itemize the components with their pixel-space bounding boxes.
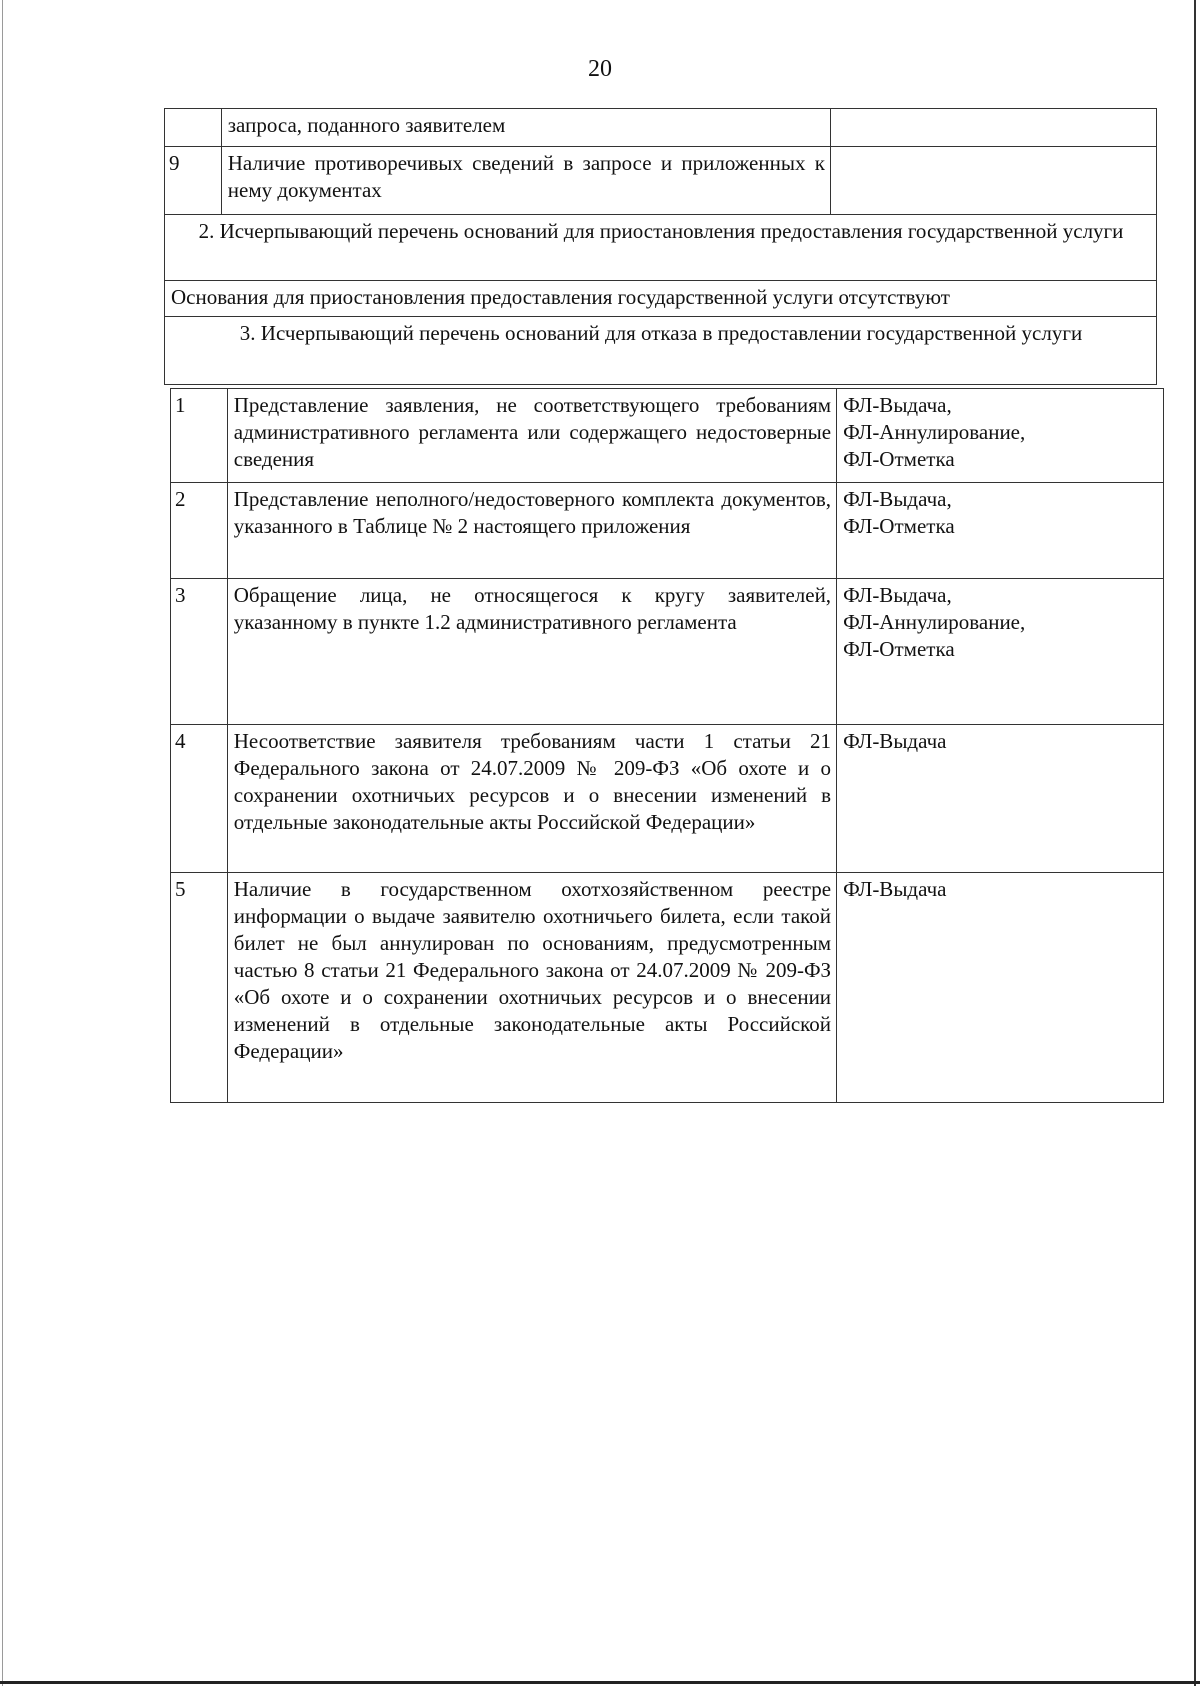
row-number: 3 — [171, 579, 228, 725]
code-item: ФЛ-Выдача — [843, 877, 947, 901]
code-item: ФЛ-Выдача, — [843, 487, 952, 511]
page-right-edge — [1194, 0, 1196, 1686]
code-item: ФЛ-Отметка — [843, 637, 955, 661]
row-number — [165, 109, 222, 147]
row-codes — [837, 579, 1164, 725]
page-bottom-edge — [0, 1681, 1200, 1684]
section-heading-row — [165, 317, 1157, 385]
code-item: ФЛ-Выдача, — [843, 583, 952, 607]
code-item: ФЛ-Выдача, — [843, 393, 952, 417]
row-number: 2 — [171, 483, 228, 579]
row-codes — [830, 109, 1156, 147]
row-description: Представление заявления, не соответствующего требованиям административного регламента или содержащего недостоверные сведения — [227, 389, 836, 483]
row-description: Представление неполного/недостоверного комплекта документов, указанного в Таблице № 2 настоящего приложения — [227, 483, 836, 579]
row-codes — [837, 725, 1164, 873]
row-codes — [837, 483, 1164, 579]
grounds-table-top — [164, 108, 1157, 385]
section-2-heading: 2. Исчерпывающий перечень оснований для приостановления предоставления государственной услуги — [165, 215, 1157, 281]
grounds-table-refusal — [170, 388, 1164, 1103]
row-codes — [837, 389, 1164, 483]
row-description: Несоответствие заявителя требованиям части 1 статьи 21 Федерального закона от 24.07.2009 № 209-ФЗ «Об охоте и о сохранении охотничьих ресурсов и о внесении изменений в отдельные законодательные акты Российской Федерации» — [227, 725, 836, 873]
code-item: ФЛ-Выдача — [843, 729, 947, 753]
table-row — [171, 579, 1164, 725]
page-number: 20 — [588, 56, 612, 82]
table-row — [171, 389, 1164, 483]
row-description: Наличие противоречивых сведений в запросе и приложенных к нему документах — [221, 147, 830, 215]
code-item: ФЛ-Отметка — [843, 514, 955, 538]
row-description: Обращение лица, не относящегося к кругу заявителей, указанному в пункте 1.2 административного регламента — [227, 579, 836, 725]
table-row — [171, 725, 1164, 873]
code-item: ФЛ-Аннулирование, — [843, 610, 1026, 634]
page-left-edge — [2, 0, 3, 1686]
table-row — [171, 873, 1164, 1103]
section-note-row — [165, 281, 1157, 317]
code-item: ФЛ-Отметка — [843, 447, 955, 471]
table-row — [171, 483, 1164, 579]
table-row — [165, 109, 1157, 147]
row-description: запроса, поданного заявителем — [221, 109, 830, 147]
row-number: 5 — [171, 873, 228, 1103]
row-codes — [830, 147, 1156, 215]
row-number: 9 — [165, 147, 222, 215]
section-3-heading: 3. Исчерпывающий перечень оснований для отказа в предоставлении государственной услуги — [165, 317, 1157, 385]
section-2-note: Основания для приостановления предоставления государственной услуги отсутствуют — [165, 281, 1157, 317]
row-number: 4 — [171, 725, 228, 873]
code-item: ФЛ-Аннулирование, — [843, 420, 1026, 444]
table-row — [165, 147, 1157, 215]
row-number: 1 — [171, 389, 228, 483]
row-codes — [837, 873, 1164, 1103]
row-description: Наличие в государственном охотхозяйственном реестре информации о выдаче заявителю охотничьего билета, если такой билет не был аннулирован по основаниям, предусмотренным частью 8 статьи 21 Федерального закона от 24.07.2009 № 209-ФЗ «Об охоте и о сохранении охотничьих ресурсов и о внесении изменений в отдельные законодательные акты Российской Федерации» — [227, 873, 836, 1103]
section-heading-row — [165, 215, 1157, 281]
